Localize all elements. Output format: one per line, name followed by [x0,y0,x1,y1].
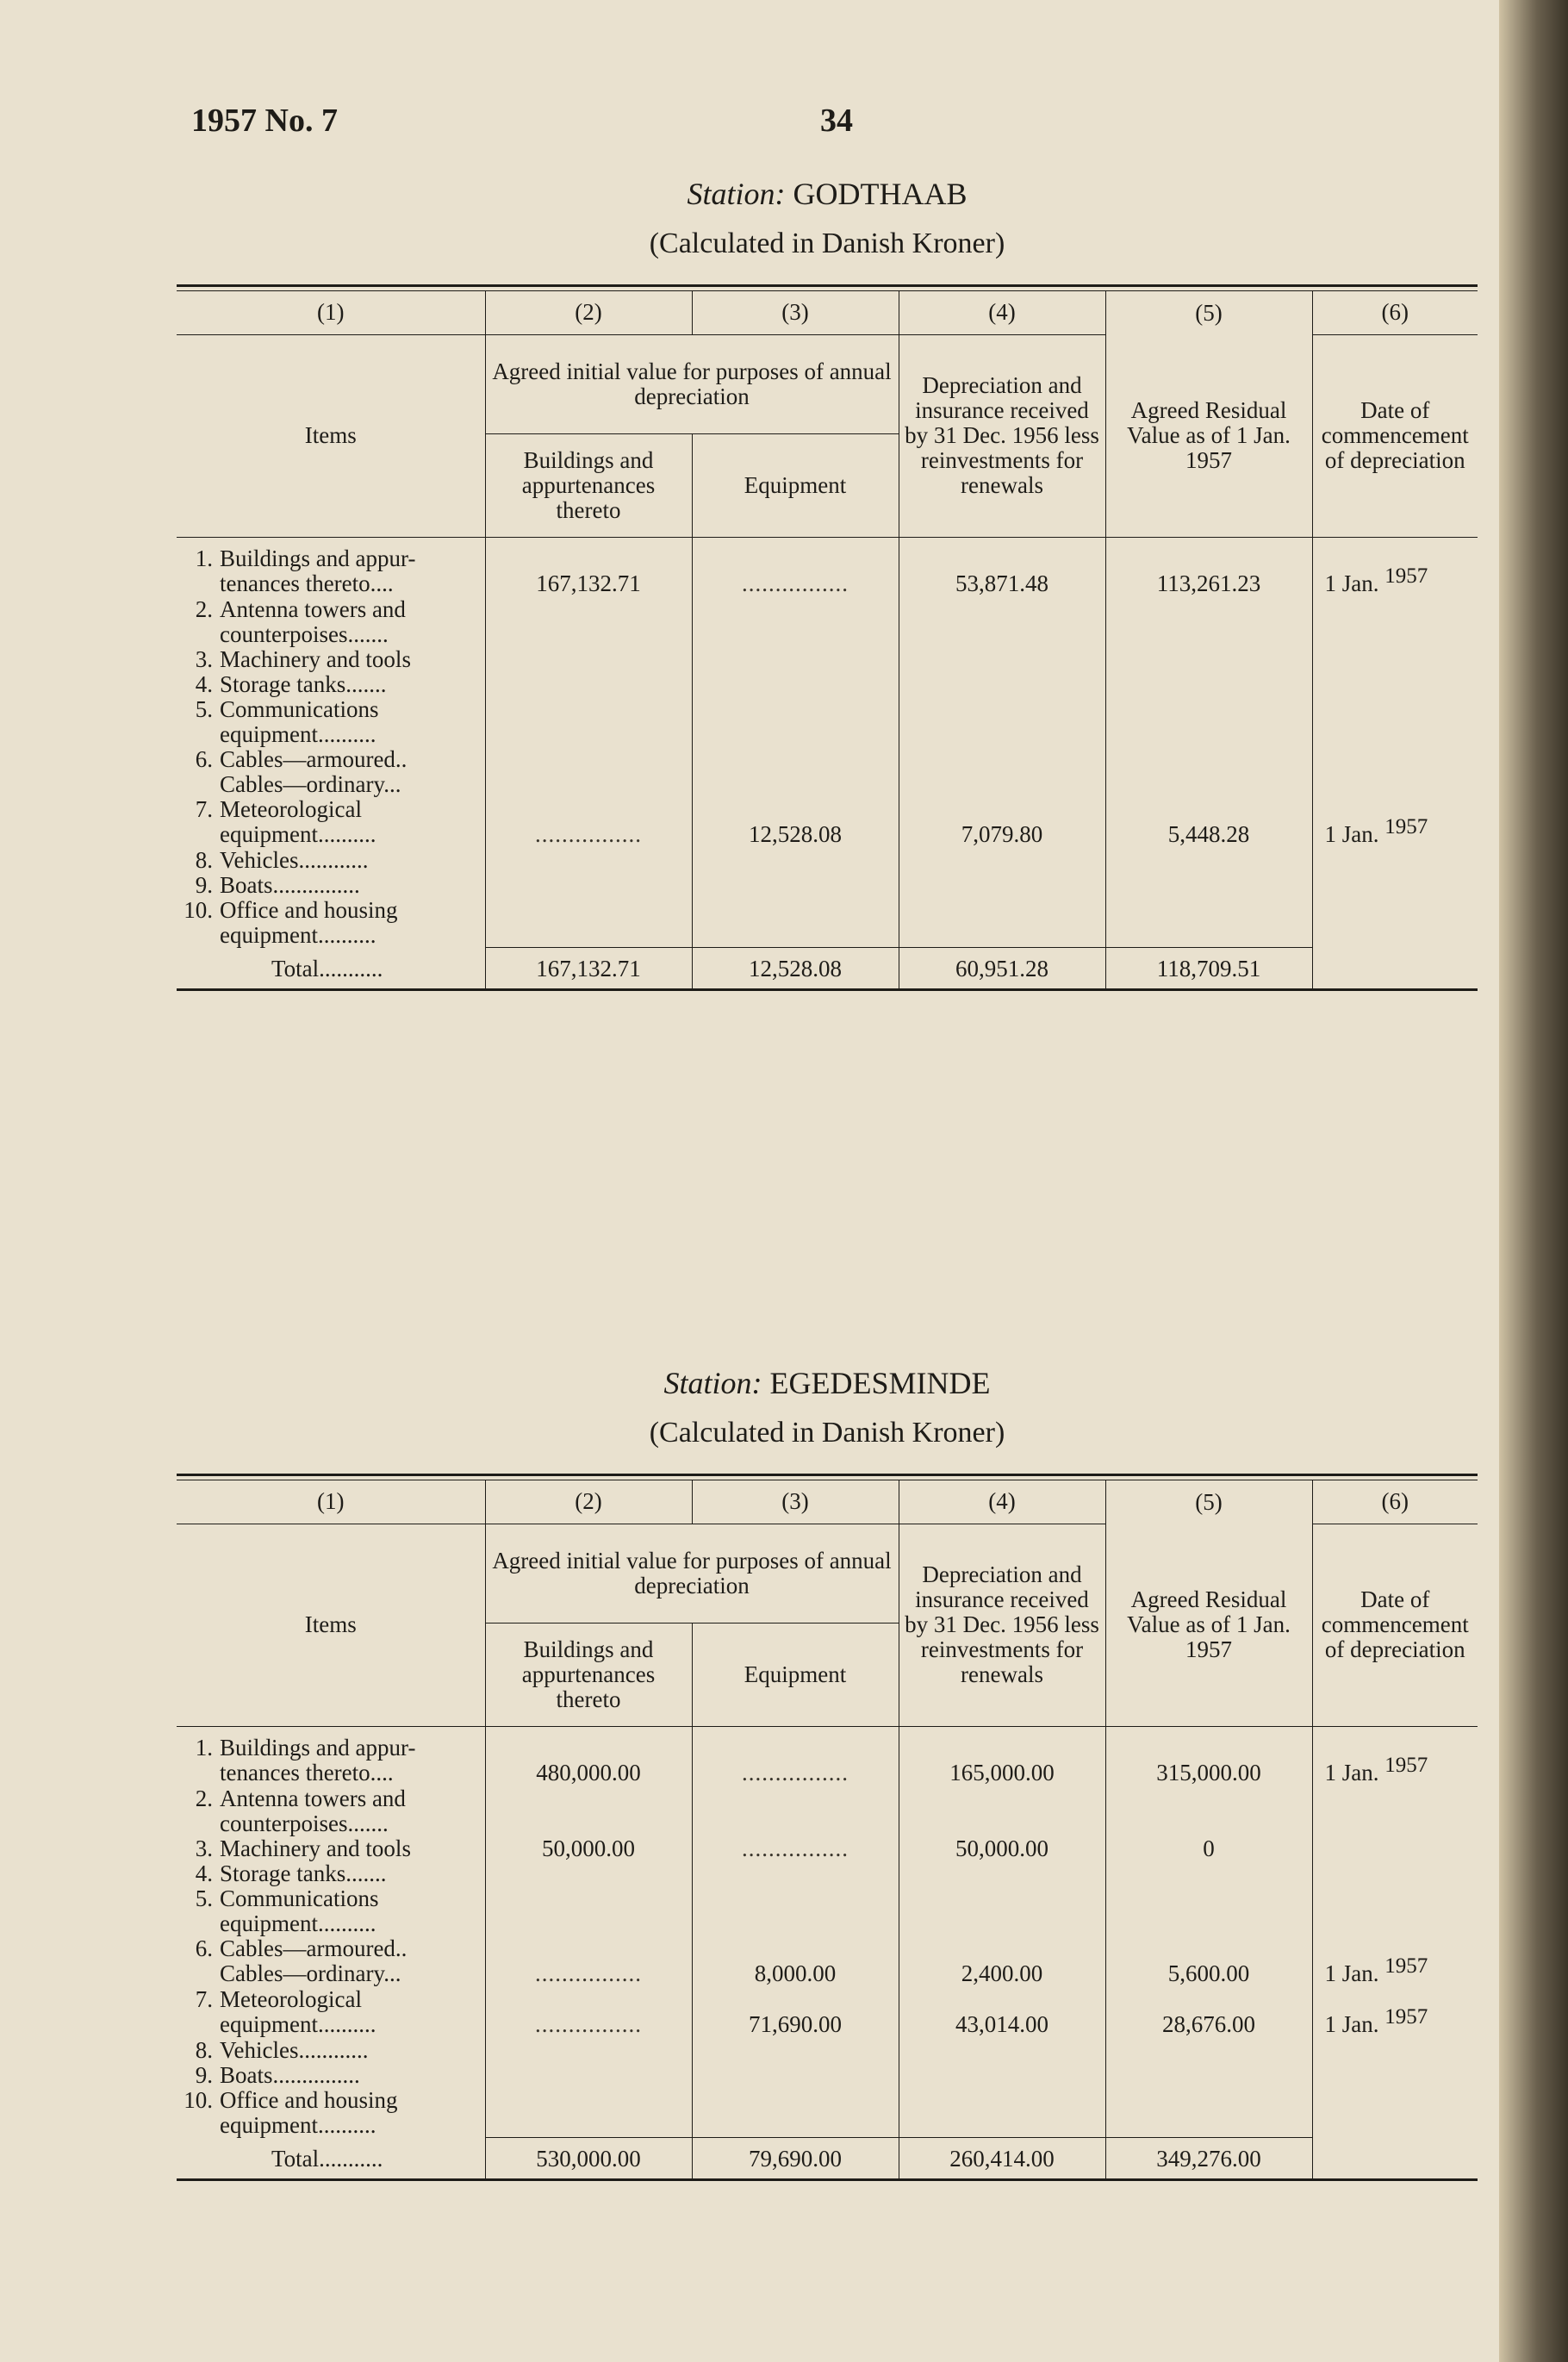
header-row [177,1524,1478,1623]
depreciation-table [177,291,1478,988]
item-number: 2. [195,1785,213,1811]
item-number: 6. [195,1935,213,1961]
total-equipment: 12,528.08 [692,948,899,989]
table-row [177,1786,1478,1836]
item-cell [177,537,485,597]
table-top-rule [177,1474,1478,1476]
item-label: tenances thereto.... [220,1759,394,1786]
item-number: 6. [195,745,213,772]
depreciation-header: Depreciation and insurance received by 31 Dec. 1956 less reinvestments for renewals [899,1524,1105,1726]
document-reference: 1957 No. 7 [191,103,338,139]
item-cell [177,647,485,672]
total-label: Total........... [271,955,383,982]
table-bottom-rule [177,2178,1478,2181]
item-cell [177,1726,485,1786]
item-number: 10. [184,2086,213,2113]
residual-value: 5,448.28 [1105,797,1312,848]
item-cell [177,1936,485,1987]
table-row [177,1936,1478,1987]
column-number: (2) [485,1480,692,1524]
item-number: 3. [195,645,213,672]
commencement-date [1312,1987,1478,2038]
item-label: equipment.......... [220,720,376,747]
item-number: 5. [195,695,213,722]
date-text: 1 Jan. [1324,1960,1379,1986]
item-cell [177,797,485,848]
depreciation-value: 7,079.80 [899,797,1105,848]
residual-value: 0 [1105,1836,1312,1861]
item-cell [177,597,485,647]
item-label: Meteorological [220,795,362,822]
station-title [177,1362,1478,1405]
buildings-value [485,797,692,848]
item-cell [177,873,485,898]
buildings-value [485,1987,692,2038]
depreciation-value: 2,400.00 [899,1936,1105,1987]
item-number: 8. [195,2036,213,2063]
total-label: Total........... [271,2145,383,2172]
item-label: equipment.......... [220,1910,376,1936]
table-row [177,2038,1478,2063]
item-cell [177,898,485,948]
page-edge-shadow [1499,0,1568,2362]
date-header: Date of commencement of depreciation [1312,1524,1478,1726]
column-number-row [177,1480,1478,1524]
item-label: Buildings and appur- [220,1734,416,1761]
date-year: 1957 [1384,814,1428,838]
column-number: (3) [692,291,899,334]
column-number-row [177,291,1478,334]
item-label: Cables—armoured.. [220,1935,408,1961]
station-block-0 [177,172,1478,991]
item-label: Antenna towers and [220,1785,406,1811]
table-row [177,597,1478,647]
table-row [177,647,1478,672]
item-label: Vehicles............ [220,2036,369,2063]
column-number: (1) [177,291,485,334]
table-row [177,2063,1478,2088]
table-row [177,848,1478,873]
column-number: (5) [1105,1480,1312,1524]
item-number: 10. [184,896,213,923]
table-row [177,873,1478,898]
item-number: 1. [195,545,213,571]
item-number: 7. [195,1985,213,2012]
table-row [177,1861,1478,1886]
residual-value: 315,000.00 [1105,1726,1312,1786]
item-number: 4. [195,1860,213,1886]
item-number: 2. [195,595,213,622]
total-row [177,948,1478,989]
leader-dots: ................ [535,2010,642,2037]
item-cell [177,697,485,747]
table-row [177,1726,1478,1786]
date-text: 1 Jan. [1324,570,1379,596]
item-label: counterpoises....... [220,620,389,647]
item-number: 3. [195,1835,213,1861]
buildings-header: Buildings and appurtenances thereto [485,1623,692,1726]
item-cell [177,2063,485,2088]
depreciation-value: 165,000.00 [899,1726,1105,1786]
item-label: Communications [220,1885,379,1911]
date-year: 1957 [1384,564,1428,588]
leader-dots: ................ [742,570,849,596]
item-label: equipment.......... [220,2010,376,2037]
leader-dots: ................ [535,820,642,847]
item-label: equipment.......... [220,921,376,948]
total-residual: 118,709.51 [1105,948,1312,989]
item-number: 9. [195,871,213,898]
residual-value: 113,261.23 [1105,537,1312,597]
item-number: 7. [195,795,213,822]
column-number: (3) [692,1480,899,1524]
total-buildings: 167,132.71 [485,948,692,989]
equipment-header: Equipment [692,433,899,537]
item-label: equipment.......... [220,820,376,847]
leader-dots: ................ [742,1835,849,1861]
item-label: Storage tanks....... [220,670,387,697]
item-cell [177,1836,485,1861]
page-header [191,102,1484,145]
item-label: tenances thereto.... [220,570,394,596]
page-number: 34 [820,103,853,139]
date-year: 1957 [1384,1753,1428,1777]
depreciation-value: 53,871.48 [899,537,1105,597]
agreed-initial-header: Agreed initial value for purposes of annual depreciation [485,1524,899,1623]
total-row [177,2138,1478,2179]
column-number: (4) [899,291,1105,334]
table-row [177,898,1478,948]
buildings-value [485,1936,692,1987]
currency-note: (Calculated in Danish Kroner) [649,227,1005,259]
date-header: Date of commencement of depreciation [1312,334,1478,537]
buildings-value: 480,000.00 [485,1726,692,1786]
equipment-value: 8,000.00 [692,1936,899,1987]
residual-header: Agreed Residual Value as of 1 Jan. 1957 [1105,334,1312,537]
item-label: Cables—ordinary... [220,770,401,797]
table-row [177,1836,1478,1861]
item-label: Boats............... [220,871,360,898]
date-year: 1957 [1384,2004,1428,2029]
item-cell [177,2088,485,2138]
items-header: Items [177,1524,485,1726]
total-residual: 349,276.00 [1105,2138,1312,2179]
residual-value: 5,600.00 [1105,1936,1312,1987]
item-label: Vehicles............ [220,846,369,873]
depreciation-value: 50,000.00 [899,1836,1105,1861]
table-row [177,537,1478,597]
item-number: 5. [195,1885,213,1911]
equipment-value [692,537,899,597]
item-cell [177,747,485,797]
equipment-value: 12,528.08 [692,797,899,848]
commencement-date [1312,1726,1478,1786]
item-cell [177,1987,485,2038]
item-cell [177,2038,485,2063]
table-top-rule [177,284,1478,287]
total-equipment: 79,690.00 [692,2138,899,2179]
buildings-value: 50,000.00 [485,1836,692,1861]
item-label: Machinery and tools [220,645,411,672]
table-row [177,697,1478,747]
depreciation-table [177,1480,1478,2178]
commencement-date [1312,1936,1478,1987]
column-number: (1) [177,1480,485,1524]
buildings-header: Buildings and appurtenances thereto [485,433,692,537]
equipment-value: 71,690.00 [692,1987,899,2038]
item-label: Antenna towers and [220,595,406,622]
item-cell [177,1786,485,1836]
table-row [177,2088,1478,2138]
leader-dots: ................ [742,1759,849,1786]
table-bottom-rule [177,988,1478,991]
item-label: Storage tanks....... [220,1860,387,1886]
item-number: 9. [195,2061,213,2088]
currency-note: (Calculated in Danish Kroner) [649,1417,1005,1449]
station-name: GODTHAAB [793,177,968,211]
item-label: Cables—armoured.. [220,745,408,772]
item-cell [177,848,485,873]
item-label: Office and housing [220,896,398,923]
item-number: 4. [195,670,213,697]
item-number: 8. [195,846,213,873]
date-text: 1 Jan. [1324,1759,1379,1786]
station-label: Station: [687,177,786,211]
table-row [177,747,1478,797]
table-row [177,1987,1478,2038]
total-depreciation: 260,414.00 [899,2138,1105,2179]
item-label: counterpoises....... [220,1810,389,1836]
equipment-value [692,1836,899,1861]
leader-dots: ................ [535,1960,642,1986]
date-text: 1 Jan. [1324,2010,1379,2037]
item-cell [177,1886,485,1936]
date-year: 1957 [1384,1954,1428,1978]
depreciation-value: 43,014.00 [899,1987,1105,2038]
table-row [177,1886,1478,1936]
item-label: Buildings and appur- [220,545,416,571]
column-number: (2) [485,291,692,334]
item-cell [177,1861,485,1886]
total-buildings: 530,000.00 [485,2138,692,2179]
item-label: Machinery and tools [220,1835,411,1861]
station-name: EGEDESMINDE [769,1366,991,1400]
station-block-1 [177,1362,1478,2181]
depreciation-header: Depreciation and insurance received by 31 Dec. 1956 less reinvestments for renewals [899,334,1105,537]
equipment-value [692,1726,899,1786]
agreed-initial-header: Agreed initial value for purposes of annual depreciation [485,334,899,433]
item-label: Communications [220,695,379,722]
column-number: (6) [1312,291,1478,334]
column-number: (5) [1105,291,1312,334]
station-title [177,172,1478,215]
items-header: Items [177,334,485,537]
table-row [177,672,1478,697]
table-row [177,797,1478,848]
total-depreciation: 60,951.28 [899,948,1105,989]
commencement-date [1312,1836,1478,1861]
station-label: Station: [663,1366,762,1400]
item-label: Cables—ordinary... [220,1960,401,1986]
item-label: Meteorological [220,1985,362,2012]
item-cell [177,672,485,697]
residual-value: 28,676.00 [1105,1987,1312,2038]
column-number: (4) [899,1480,1105,1524]
header-row [177,334,1478,433]
commencement-date [1312,797,1478,848]
item-label: Office and housing [220,2086,398,2113]
residual-header: Agreed Residual Value as of 1 Jan. 1957 [1105,1524,1312,1726]
column-number: (6) [1312,1480,1478,1524]
date-text: 1 Jan. [1324,820,1379,847]
commencement-date [1312,537,1478,597]
item-label: Boats............... [220,2061,360,2088]
buildings-value: 167,132.71 [485,537,692,597]
item-number: 1. [195,1734,213,1761]
equipment-header: Equipment [692,1623,899,1726]
item-label: equipment.......... [220,2111,376,2138]
